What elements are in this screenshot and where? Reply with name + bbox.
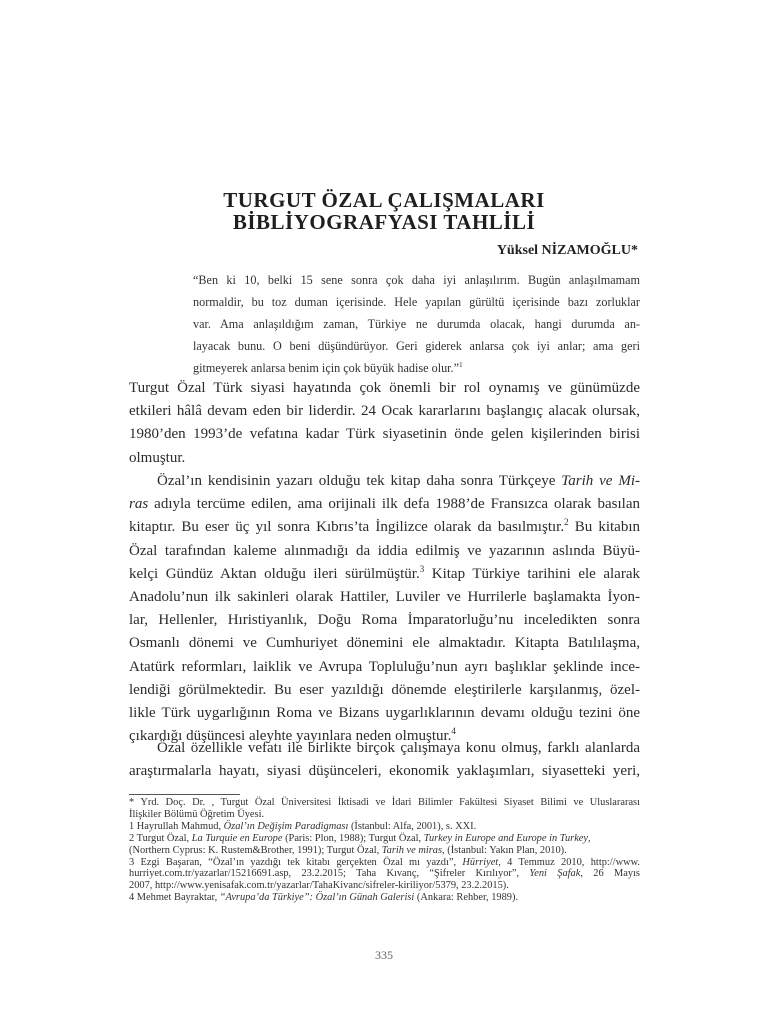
paragraph-line: lendiği görülmektedir. Bu eser yazıldığı dönemde eleştirilerle karşılanmış, özel-: [129, 681, 640, 698]
paragraph-line: [129, 493, 640, 516]
paragraph-1: [129, 377, 640, 470]
paragraph-text: Kitap Türkiye tarihini ele alarak: [424, 565, 640, 582]
paragraph-text: Özal’ın kendisinin yazarı olduğu tek kitap daha sonra Türkçeye: [157, 473, 562, 489]
footnote-italic: Yeni Şafak: [529, 868, 581, 880]
epigraph-line: normaldir, bu toz duman içerisinde. Hele yapılan gürültü içerisinde bazı zorluklar: [193, 295, 640, 309]
paragraph-line: lar, Hellenler, Hıristiyanlık, Doğu Roma İmparatorluğu’nu inceledikten sonra: [129, 612, 640, 629]
footnote-ref: 3: [419, 563, 425, 574]
paragraph-line: 1980’den 1993’de vefatına kadar Türk siyasetinin önde gelen kişilerinden birisi: [129, 426, 640, 443]
book-title-italic: Tarih ve Mi-: [561, 473, 640, 489]
footnote-2: [129, 833, 640, 845]
paragraph-line: Turgut Özal Türk siyasi hayatında çok önemli bir rol oynamış ve günümüzde: [129, 380, 640, 396]
article-title-line-1: TURGUT ÖZAL ÇALIŞMALARI: [223, 188, 545, 212]
footnote-italic: Özal’ın Değişim Paradigması: [223, 820, 349, 832]
paragraph-line: likle Türk uygarlığının Roma ve Bizans uygarlıklarının devamı olduğu tezini öne: [129, 705, 640, 722]
footnote-text: (İstanbul: Alfa, 2001), s. XXI.: [348, 820, 477, 832]
footnote-text: (Northern Cyprus: K. Rustem&Brother, 1991); Turgut Özal,: [129, 844, 382, 856]
epigraph-line: var. Ama anlaşıldığım zaman, Türkiye ne durumda olacak, hangi durumda an-: [193, 317, 640, 331]
book-title-italic: ras: [129, 496, 149, 513]
footnote-3-cont: 2007, http://www.yenisafak.com.tr/yazarlar/TahaKivanc/sifreler-kiriliyor/5379, 23.2.2015).: [129, 880, 509, 892]
author-name: Yüksel NİZAMOĞLU*: [496, 243, 638, 258]
footnote-text: (Paris: Plon, 1988); Turgut Özal,: [282, 832, 424, 844]
paragraph-3: [129, 737, 640, 783]
paragraph-line: Özal tarafından kaleme alınmadığı da iddia edilmiş ve yazarının aslında Büyü-: [129, 542, 640, 559]
paragraph-line: etkileri hâlâ devam eden bir liderdir. 24 Ocak kararlarını başlangıç alacak olursak,: [129, 403, 640, 420]
paragraph-line: olmuştur.: [129, 449, 186, 466]
footnote-text: 1 Hayrullah Mahmud,: [129, 820, 224, 832]
footnote-divider: [129, 794, 240, 795]
paragraph-text: Bu kitabın: [568, 519, 640, 536]
footnote-4: [129, 892, 640, 904]
footnote-text: 3 Ezgi Başaran, “Özal’ın yazdığı tek kitabı gerçekten Özal mı yazdı”,: [129, 856, 463, 868]
footnote-text: , (İstanbul: Yakın Plan, 2010).: [442, 844, 567, 856]
paragraph-line: Atatürk reformları, laiklik ve Avrupa Topluluğu’nun ayrı başlıklar şeklinde ince-: [129, 658, 640, 675]
article-title-line-2: BİBLİYOGRAFYASI TAHLİLİ: [232, 210, 536, 234]
paragraph-2: [129, 470, 640, 748]
footnote-author: * Yrd. Doç. Dr. , Turgut Özal Üniversitesi İktisadi ve İdari Bilimler Fakültesi Siyaset Bilimi ve Uluslararası: [129, 797, 640, 808]
paragraph-text: kitaptır. Bu eser üç yıl sonra Kıbrıs’ta İngilizce olarak da basılmıştır.: [129, 519, 565, 536]
footnote-3: [129, 857, 640, 869]
footnote-text: 4 Mehmet Bayraktar,: [129, 892, 220, 904]
footnote-1: [129, 821, 640, 833]
paragraph-text: adıyla tercüme edilen, ama orijinali ilk defa 1988’de Fransızca olarak basılan: [148, 496, 640, 513]
epigraph-line: [193, 357, 640, 379]
footnote-italic: La Turquie en Europe: [191, 832, 283, 844]
footnotes: [129, 797, 640, 904]
footnote-text: ,: [588, 832, 591, 844]
paragraph-line: [129, 563, 640, 586]
footnote-ref: 4: [451, 726, 456, 737]
footnote-italic: “Avrupa’da Türkiye”: Özal’ın Günah Galerisi: [219, 892, 415, 904]
epigraph: [193, 269, 640, 379]
footnote-text: , 26 Mayıs: [580, 868, 640, 880]
footnote-italic: Tarih ve miras: [381, 844, 443, 856]
paragraph-line: Anadolu’nun ilk sakinleri olarak Hattiler, Luviler ve Hurrilerle başlamakta İyon-: [129, 589, 640, 606]
page-number: 335: [375, 948, 393, 962]
paragraph-text: çıkardığı düşüncesi aleyhte yayınlara neden olmuştur.: [129, 728, 452, 745]
epigraph-line: layacak bunu. O beni düşündürüyor. Geri giderek anlarsa çok iyi anlar; ama geri: [193, 339, 640, 353]
paragraph-line: [129, 470, 640, 493]
paragraph-line: araştırmalarla hayatı, siyasi düşünceleri, ekonomik yaklaşımları, siyasetteki yeri,: [129, 763, 640, 780]
footnote-text: 2 Turgut Özal,: [129, 832, 192, 844]
footnote-ref: 2: [564, 517, 569, 528]
paragraph-line: Özal özellikle vefatı ile birlikte birçok çalışmaya konu olmuş, farklı alanlarda: [157, 740, 640, 756]
paragraph-line: [129, 516, 640, 539]
paragraph-text: kelçi Gündüz Aktan olduğu ileri sürülmüştür.: [129, 565, 420, 582]
footnote-text: hurriyet.com.tr/yazarlar/15216691.asp, 23.2.2015; Taha Kıvanç, “Şifreler Kırılıyor”,: [129, 868, 530, 880]
epigraph-line: “Ben ki 10, belki 15 sene sonra çok daha iyi anlaşılırım. Bugün anlaşılmamam: [193, 273, 640, 287]
footnote-ref: 1: [459, 359, 463, 369]
footnote-3-cont: [129, 868, 640, 880]
footnote-2-cont: [129, 845, 640, 857]
footnote-text: (Ankara: Rehber, 1989).: [414, 892, 519, 904]
footnote-italic: Hürriyet: [462, 856, 499, 868]
epigraph-line-text: gitmeyerek anlarsa benim için çok büyük hadise olur.”: [193, 361, 460, 375]
footnote-author-cont: İlişkiler Bölümü Öğretim Üyesi.: [129, 808, 265, 820]
footnote-text: , 4 Temmuz 2010, http://www.: [498, 856, 640, 868]
paragraph-line: Osmanlı dönemi ve Cumhuriyet dönemini ele almaktadır. Kitapta Batılılaşma,: [129, 635, 640, 652]
footnote-italic: Turkey in Europe and Europe in Turkey: [423, 832, 589, 844]
